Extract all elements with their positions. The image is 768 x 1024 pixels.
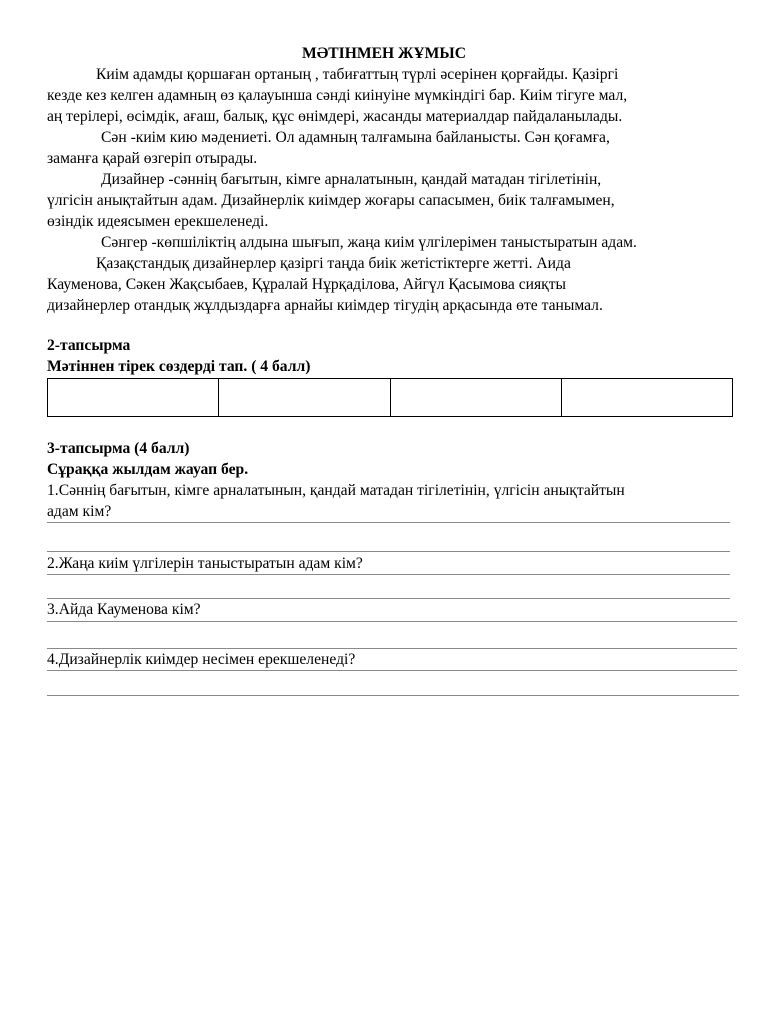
page-title: МӘТІНМЕН ЖҰМЫС [302,45,466,62]
text-line: Дизайнер -сәннің бағытын, кімге арналатынын, қандай матадан тігілетінін, [101,171,602,188]
reading-text [47,64,737,316]
answer-line[interactable] [47,670,737,671]
text-line: Сән -киім кию мәдениеті. Ол адамның талғамына байланысты. Сән қоғамға, [101,129,610,146]
answer-cell[interactable] [48,379,219,417]
text-line: Кауменова, Сәкен Жақсыбаев, Құралай Нұрқаділова, Айгүл Қасымова сияқты [47,276,567,293]
task3-heading: 3-тапсырма (4 балл) [47,440,190,457]
answer-line[interactable] [47,522,730,523]
text-line: өзіндік идеясымен ерекшеленеді. [47,213,269,230]
answer-cell[interactable] [561,379,732,417]
paragraph [47,232,737,253]
task2-heading: 2-тапсырма [47,337,131,354]
paragraph [47,127,737,169]
question-3: 3.Айда Кауменова кім? [47,601,201,618]
paragraph [47,64,737,127]
question-2: 2.Жаңа киім үлгілерін таныстыратын адам кім? [47,555,363,572]
answer-cell[interactable] [219,379,390,417]
task2-instruction: Мәтіннен тірек сөздерді тап. ( 4 балл) [47,358,311,375]
answer-cell[interactable] [390,379,561,417]
question-line: 1.Сәннің бағытын, кімге арналатынын, қандай матадан тігілетінін, үлгісін анықтайтын [47,482,625,499]
answer-line[interactable] [47,621,737,622]
answer-line[interactable] [47,574,730,575]
question-4: 4.Дизайнерлік киімдер несімен ерекшеленеді? [47,651,356,668]
text-line: дизайнерлер отандық жұлдыздарға арнайы киімдер тігудің арқасында өте танымал. [47,297,603,314]
text-line: үлгісін анықтайтын адам. Дизайнерлік киімдер жоғары сапасымен, биік талғамымен, [47,192,615,209]
answer-line[interactable] [47,551,730,552]
text-line: Киім адамды қоршаған ортаның , табиғаттың түрлі әсерінен қорғайды. Қазіргі [96,66,619,83]
question-line: адам кім? [47,503,112,520]
answer-line[interactable] [47,695,739,696]
text-line: Қазақстандық дизайнерлер қазіргі таңда биік жетістіктерге жетті. Аида [96,255,571,272]
paragraph [47,253,737,316]
text-line: кезде кез келген адамның өз қалауынша сәнді киінуіне мүмкіндігі бар. Киім тігуге мал, [47,87,628,104]
paragraph [47,169,737,232]
text-line: заманға қарай өзгеріп отырады. [47,150,258,167]
task3-instruction: Сұраққа жылдам жауап бер. [47,461,249,478]
question-1 [47,480,625,522]
keywords-answer-table [47,378,733,417]
text-line: Сәнгер -көпшіліктің алдына шығып, жаңа киім үлгілерімен таныстыратын адам. [101,234,637,251]
text-line: аң терілері, өсімдік, ағаш, балық, құс өнімдері, жасанды материалдар пайдаланылады. [47,108,623,125]
